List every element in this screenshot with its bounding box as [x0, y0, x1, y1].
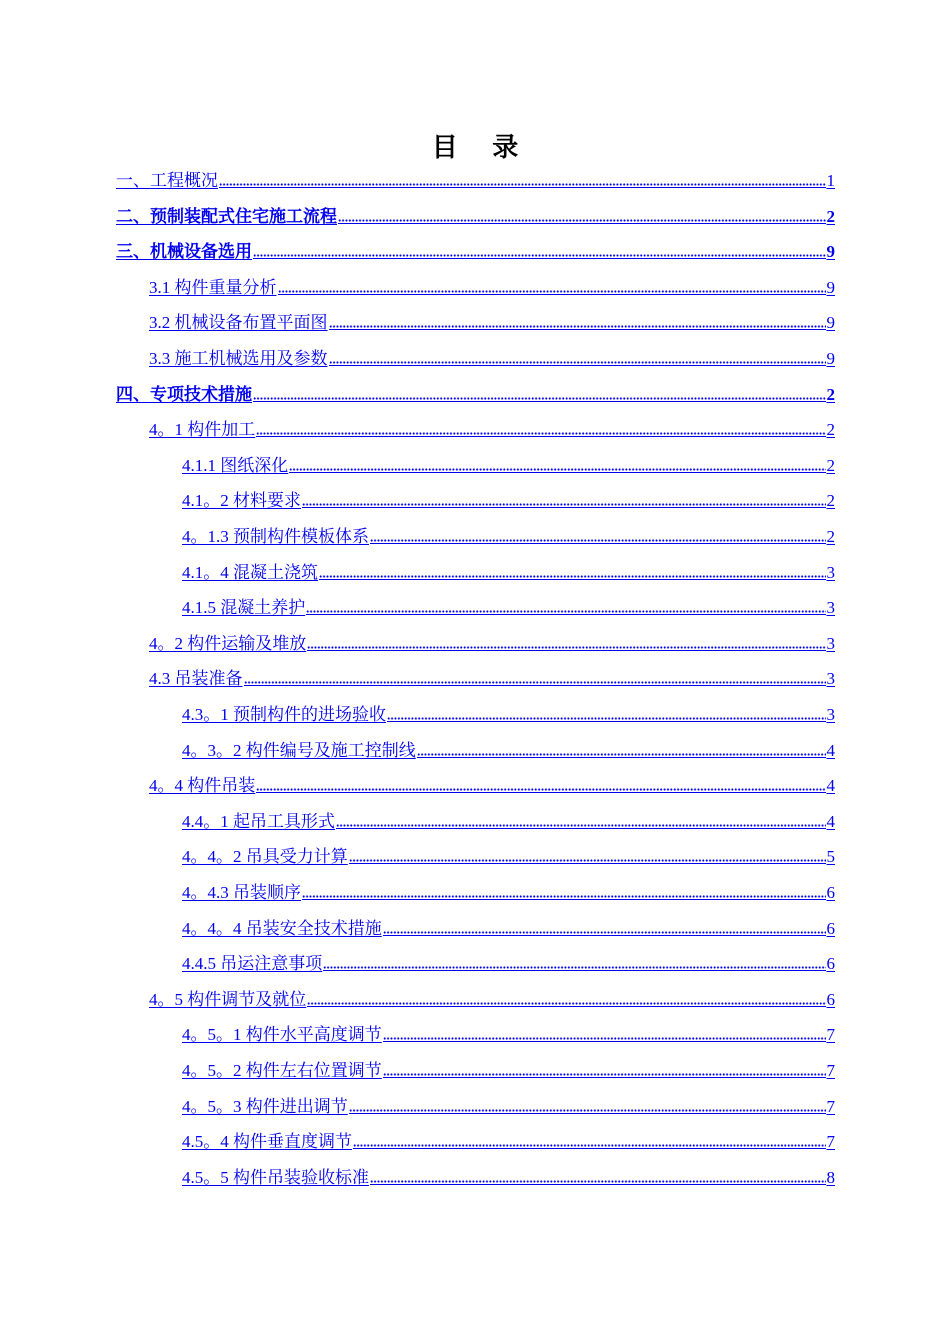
toc-entry-label: 一、工程概况: [116, 171, 218, 190]
toc-entry-link[interactable]: [116, 239, 835, 263]
toc-entry-link[interactable]: [182, 488, 835, 512]
toc-entry-link[interactable]: [182, 738, 835, 762]
toc-dot-leader: [338, 218, 826, 224]
toc-dot-leader: [417, 752, 826, 758]
toc-entry-link[interactable]: [182, 1165, 835, 1189]
toc-entry-link[interactable]: [182, 1094, 835, 1118]
toc-entry-link[interactable]: [149, 275, 835, 299]
toc-dot-leader: [329, 360, 826, 366]
toc-entry-label: 4.1。2 材料要求: [182, 491, 301, 511]
toc-page-number: 6: [826, 883, 835, 902]
toc-page-number: 3: [826, 562, 835, 582]
toc-entry-label: 4.3。1 预制构件的进场验收: [182, 705, 386, 724]
toc-entry-link[interactable]: [182, 1058, 835, 1082]
toc-page-number: 3: [826, 633, 835, 653]
toc-dot-leader: [278, 289, 826, 295]
toc-entry-link[interactable]: [182, 702, 835, 726]
toc-entry-link[interactable]: [116, 204, 835, 228]
toc-page-number: 7: [826, 1096, 835, 1116]
toc-page-number: 6: [826, 954, 835, 974]
toc-page-number: 4: [826, 740, 835, 760]
toc-entry-label: 4。1 构件加工: [149, 420, 256, 440]
toc-page-number: 7: [826, 1025, 835, 1045]
toc-entry-link[interactable]: [182, 844, 835, 868]
toc-dot-leader: [302, 502, 826, 508]
toc-page-number: 2: [826, 384, 835, 404]
toc-page-number: 4: [826, 776, 835, 796]
toc-dot-leader: [219, 182, 826, 188]
toc-entry-label: 3.1 构件重量分析: [149, 277, 277, 297]
toc-dot-leader: [370, 538, 826, 544]
toc-entry-link[interactable]: [149, 987, 835, 1011]
toc-dot-leader: [383, 1072, 826, 1078]
toc-page-number: 5: [826, 847, 835, 867]
toc-entry-label: 4。1.3 预制构件模板体系: [182, 527, 369, 546]
toc-entry-label: 4.5。4 构件垂直度调节: [182, 1132, 352, 1152]
toc-entry-label: 4。4.3 吊装顺序: [182, 883, 301, 902]
toc-page-number: 3: [826, 669, 835, 689]
toc-entry-label: 4.1。4 混凝土浇筑: [182, 562, 318, 582]
toc-page-number: 9: [826, 313, 835, 333]
toc-page-number: 2: [826, 420, 835, 440]
toc-entry-label: 4。2 构件运输及堆放: [149, 633, 307, 653]
toc-entry-link[interactable]: [182, 880, 835, 904]
toc-entry-label: 4。3。2 构件编号及施工控制线: [182, 740, 416, 760]
toc-page-number: 8: [826, 1167, 835, 1187]
toc-entry-link[interactable]: [182, 453, 835, 477]
toc-dot-leader: [307, 645, 825, 651]
toc-entry-label: 4.4.5 吊运注意事项: [182, 954, 323, 974]
toc-dot-leader: [387, 716, 826, 722]
toc-entry-label: 四、专项技术措施: [116, 384, 252, 404]
toc-entry-link[interactable]: [182, 1129, 835, 1153]
toc-entry-label: 4。4。4 吊装安全技术措施: [182, 918, 382, 938]
toc-dot-leader: [336, 823, 826, 829]
toc-dot-leader: [307, 1001, 825, 1007]
toc-dot-leader: [323, 965, 825, 971]
toc-dot-leader: [302, 894, 826, 900]
toc-entry-link[interactable]: [182, 916, 835, 940]
toc-dot-leader: [253, 253, 826, 259]
toc-dot-leader: [349, 858, 826, 864]
toc-dot-leader: [383, 930, 826, 936]
toc-dot-leader: [319, 574, 826, 580]
toc-dot-leader: [349, 1108, 826, 1114]
toc-entry-label: 4。5。2 构件左右位置调节: [182, 1061, 382, 1080]
toc-entry-label: 4.1.5 混凝土养护: [182, 598, 306, 618]
toc-entry-label: 4。4。2 吊具受力计算: [182, 847, 348, 867]
toc-page-number: 2: [826, 206, 835, 226]
toc-entry-label: 4.3 吊装准备: [149, 669, 243, 689]
toc-entry-link[interactable]: [182, 951, 835, 975]
toc-dot-leader: [253, 396, 826, 402]
toc-entry-label: 4。5。3 构件进出调节: [182, 1096, 348, 1116]
toc-entry-label: 3.2 机械设备布置平面图: [149, 313, 328, 333]
toc-page-number: 7: [826, 1061, 835, 1080]
toc-entry-link[interactable]: [182, 595, 835, 619]
toc-page-number: 2: [826, 491, 835, 511]
toc-page-number: 2: [826, 455, 835, 475]
toc-dot-leader: [256, 787, 825, 793]
toc-entry-link[interactable]: [149, 346, 835, 370]
toc-page-number: 3: [826, 705, 835, 724]
toc-entry-link[interactable]: [149, 666, 835, 690]
toc-page-number: 3: [826, 598, 835, 618]
toc-dot-leader: [256, 431, 825, 437]
toc-entry-label: 4.1.1 图纸深化: [182, 455, 289, 475]
toc-page-number: 1: [826, 171, 835, 190]
toc-page-number: 6: [826, 989, 835, 1009]
toc-dot-leader: [353, 1143, 826, 1149]
toc-entry-link[interactable]: [182, 809, 835, 833]
toc-entry-link[interactable]: [149, 417, 835, 441]
toc-entry-link[interactable]: [116, 382, 835, 406]
toc-page-number: 7: [826, 1132, 835, 1152]
toc-dot-leader: [306, 609, 825, 615]
toc-entry-label: 二、预制装配式住宅施工流程: [116, 206, 337, 226]
toc-entry-link[interactable]: [182, 1022, 835, 1046]
toc-dot-leader: [329, 324, 826, 330]
toc-page-number: 9: [826, 349, 835, 368]
toc-entry-label: 4.5。5 构件吊装验收标准: [182, 1167, 369, 1187]
toc-dot-leader: [370, 1179, 826, 1185]
toc-entry-label: 三、机械设备选用: [116, 242, 252, 262]
page-title: 目 录: [431, 133, 533, 162]
toc-entry-label: 4。5。1 构件水平高度调节: [182, 1025, 382, 1045]
toc-entry-label: 3.3 施工机械选用及参数: [149, 349, 328, 368]
toc-dot-leader: [244, 680, 826, 686]
toc-entry-label: 4。4 构件吊装: [149, 776, 256, 796]
toc-page-number: 9: [826, 277, 835, 297]
toc-dot-leader: [383, 1036, 826, 1042]
toc-entry-label: 4.4。1 起吊工具形式: [182, 811, 335, 831]
toc-entry-link[interactable]: [149, 631, 835, 655]
toc-entry-link[interactable]: [149, 310, 835, 334]
toc-page-number: 6: [826, 918, 835, 938]
toc-entry-link[interactable]: [116, 168, 835, 192]
toc-dot-leader: [289, 467, 825, 473]
toc-entry-link[interactable]: [182, 524, 835, 548]
toc-page-number: 9: [826, 242, 835, 262]
toc-entry-link[interactable]: [182, 560, 835, 584]
toc-entry-label: 4。5 构件调节及就位: [149, 989, 307, 1009]
toc-page-number: 4: [826, 811, 835, 831]
toc-page-number: 2: [826, 527, 835, 546]
toc-entry-link[interactable]: [149, 773, 835, 797]
